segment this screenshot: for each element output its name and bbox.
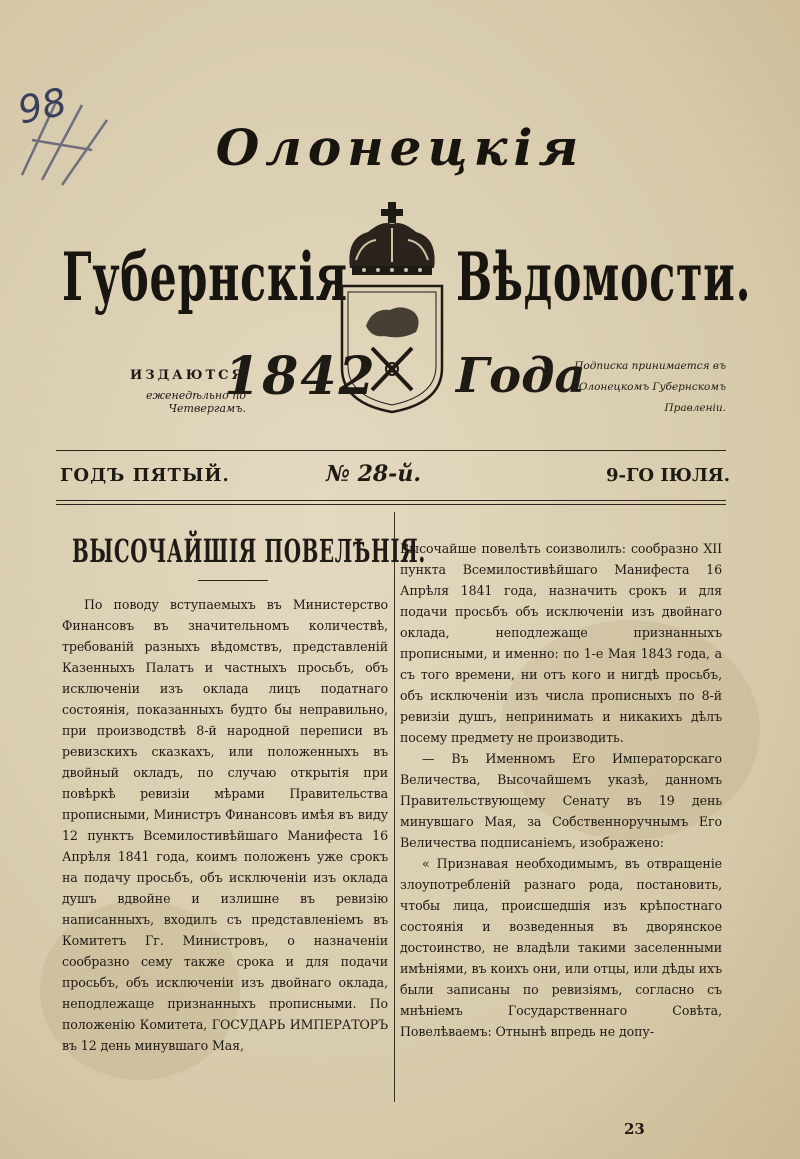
- subscription-line: Олонецкомъ Губернскомъ: [578, 381, 726, 393]
- left-column-text: [62, 594, 388, 1056]
- article-paragraph: Высочайше повелѣть соизволилъ: сообразно XII пункта Всемилостивѣйшаго Манифеста 16 Апрѣля 1841 года, назначить срокъ и для подачи просьбъ объ исключеніи изъ двойнаго оклада, неподлежаще признанныхъ прописными, и именно: по 1-е Мая 1843 года, а съ того времени, ни отъ кого и нигдѣ просьбъ, объ исключеніи изъ числа прописныхъ по 8-й ревизіи душъ, непринимать и никакихъ дѣлъ посему предмету не производить.: [400, 541, 722, 745]
- publish-schedule: еженедѣльно по Четвергамъ.: [145, 389, 246, 415]
- masthead-top-line: Олонецкія: [215, 118, 585, 177]
- publish-label: ИЗДАЮТСЯ: [129, 368, 246, 383]
- issue-date: 9-ГО ІЮЛЯ.: [606, 465, 731, 486]
- right-column-text: [400, 538, 722, 1042]
- handwritten-number: 98: [13, 79, 71, 133]
- issue-number: № 28-й.: [326, 461, 421, 487]
- volume-label: ГОДЪ ПЯТЫЙ.: [60, 465, 230, 486]
- subscription-line: Правленіи.: [664, 402, 726, 414]
- masthead-year-word: Года: [456, 348, 586, 404]
- section-heading: ВЫСОЧАЙШІЯ ПОВЕЛѢНІЯ.: [72, 532, 426, 570]
- masthead-title-right: Вѣдомости.: [456, 238, 752, 316]
- masthead-title-left: Губернскія: [62, 238, 348, 316]
- publication-notice: [66, 368, 246, 415]
- divider-rule: [56, 450, 726, 451]
- column-divider: [394, 512, 395, 1102]
- article-paragraph: — Въ Именномъ Его Императорскаго Величества, Высочайшемъ указѣ, данномъ Правительствующему Сенату въ 19 день минувшаго Мая, за Собственноручнымъ Его Величества подписаніемъ, изображено:: [400, 751, 722, 850]
- article-paragraph: « Признавая необходимымъ, въ отвращеніе злоупотребленій разнаго рода, постановить, чтобы лица, происшедшія изъ крѣпостнаго состоянія и возведенныя въ дворянское достоинство, не владѣли такими заселенными имѣніями, въ коихъ они, или отцы, или дѣды ихъ были записаны по ревизіямъ, согласно съ мнѣніемъ Государственнаго Совѣта, Повелѣваемъ: Отнынѣ впредь не допу-: [400, 856, 722, 1039]
- heading-underline: [198, 580, 268, 581]
- page-number: 23: [624, 1120, 645, 1138]
- subscription-line: Подписка принимается въ: [574, 360, 726, 372]
- subscription-notice: [548, 356, 726, 419]
- article-paragraph: По поводу вступаемыхъ въ Министерство Финансовъ въ значительномъ количествѣ, требованій разныхъ вѣдомствъ, представленій Казенныхъ Палатъ и частныхъ просьбъ, объ исключеніи изъ оклада лицъ податнаго состоянія, показанныхъ будто бы неправильно, при производствѣ 8-й народной переписи въ ревизскихъ сказкахъ, или положенныхъ въ двойный окладъ, по случаю открытія при повѣркѣ ревизіи мѣрами Правительства прописными, Министръ Финансовъ имѣя въ виду 12 пунктъ Всемилостивѣйшаго Манифеста 16 Апрѣля 1841 года, коимъ положенъ уже срокъ на подачу просьбъ, объ исключеніи изъ оклада душъ вдвойне и излишне въ ревизію написанныхъ, входилъ съ представленіемъ въ Комитетъ Гг. Министровъ, о назначеніи сообразно сему также срока и для подачи просьбъ, объ исключеніи изъ двойнаго оклада, неподлежаще признанныхъ прописными. По положенію Комитета, ГОСУДАРЬ ИМПЕРАТОРЪ въ 12 день минувшаго Мая,: [62, 597, 388, 1053]
- divider-rule: [56, 504, 726, 505]
- divider-rule: [56, 500, 726, 501]
- masthead-year: 1842: [224, 346, 377, 407]
